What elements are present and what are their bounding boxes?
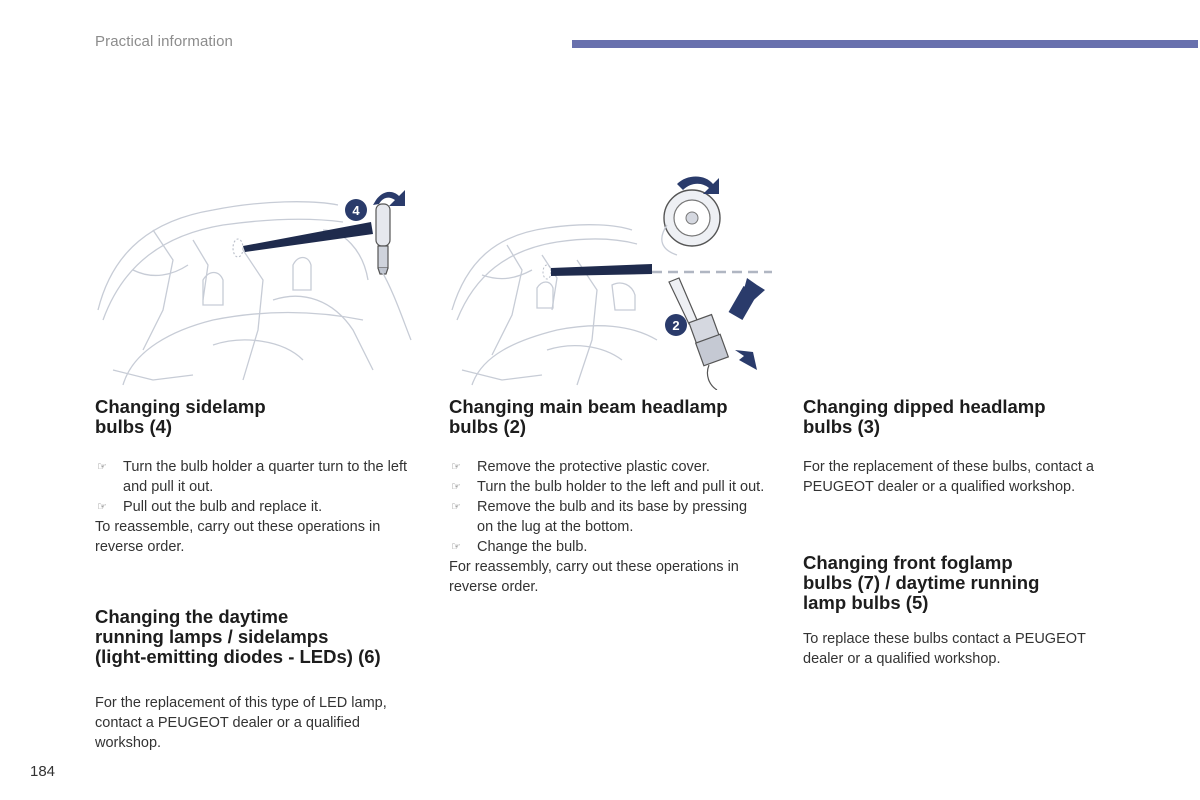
daytime-body: For the replacement of this type of LED lamp, contact a PEUGEOT dealer or a qualified workshop. — [95, 695, 387, 751]
list-item: ☞ Turn the bulb holder a quarter turn to the left and pull it out. — [97, 459, 407, 495]
list-item: ☞ Remove the bulb and its base by pressing on the lug at the bottom. — [451, 499, 748, 535]
main-beam-steps — [449, 457, 767, 557]
list-item: ☞ Change the bulb. — [451, 539, 588, 555]
pointing-hand-icon: ☞ — [451, 461, 461, 473]
foglamp-heading: Changing front foglamp bulbs (7) / daytime running lamp bulbs (5) — [803, 552, 1040, 613]
daytime-heading: Changing the daytime running lamps / sidelamps (light-emitting diodes - LEDs) (6) — [95, 606, 381, 667]
callout-number: 2 — [672, 318, 680, 333]
pointing-hand-icon: ☞ — [451, 541, 461, 553]
pointing-hand-icon: ☞ — [97, 461, 107, 473]
sidelamp-diagram — [93, 170, 423, 390]
list-item: ☞ Turn the bulb holder to the left and pull it out. — [451, 479, 765, 495]
column-middle — [449, 397, 767, 597]
main-beam-diagram — [447, 170, 777, 390]
main-beam-bulb-removal-diagram-icon — [447, 170, 777, 390]
section-label: Practical information — [95, 33, 233, 50]
main-beam-heading: Changing main beam headlamp bulbs (2) — [449, 396, 728, 437]
list-item: ☞ Remove the protective plastic cover. — [451, 459, 710, 475]
dipped-body: For the replacement of these bulbs, contact a PEUGEOT dealer or a qualified workshop. — [803, 459, 1094, 495]
pointing-hand-icon: ☞ — [97, 501, 107, 513]
pointing-hand-icon: ☞ — [451, 481, 461, 493]
page-number: 184 — [30, 763, 56, 780]
header-accent-bar — [572, 40, 1198, 48]
sidelamp-steps — [95, 457, 413, 517]
foglamp-body: To replace these bulbs contact a PEUGEOT dealer or a qualified workshop. — [803, 631, 1086, 667]
column-left — [95, 397, 413, 753]
list-item: ☞ Pull out the bulb and replace it. — [97, 499, 323, 515]
pointing-hand-icon: ☞ — [451, 501, 461, 513]
callout-number: 4 — [352, 203, 360, 218]
sidelamp-note: To reassemble, carry out these operations in reverse order. — [95, 519, 381, 555]
sidelamp-bulb-removal-diagram-icon — [93, 170, 423, 390]
sidelamp-heading: Changing sidelamp bulbs (4) — [95, 396, 266, 437]
dipped-heading: Changing dipped headlamp bulbs (3) — [803, 396, 1046, 437]
main-beam-note: For reassembly, carry out these operations in reverse order. — [449, 559, 739, 595]
column-right — [803, 397, 1121, 669]
